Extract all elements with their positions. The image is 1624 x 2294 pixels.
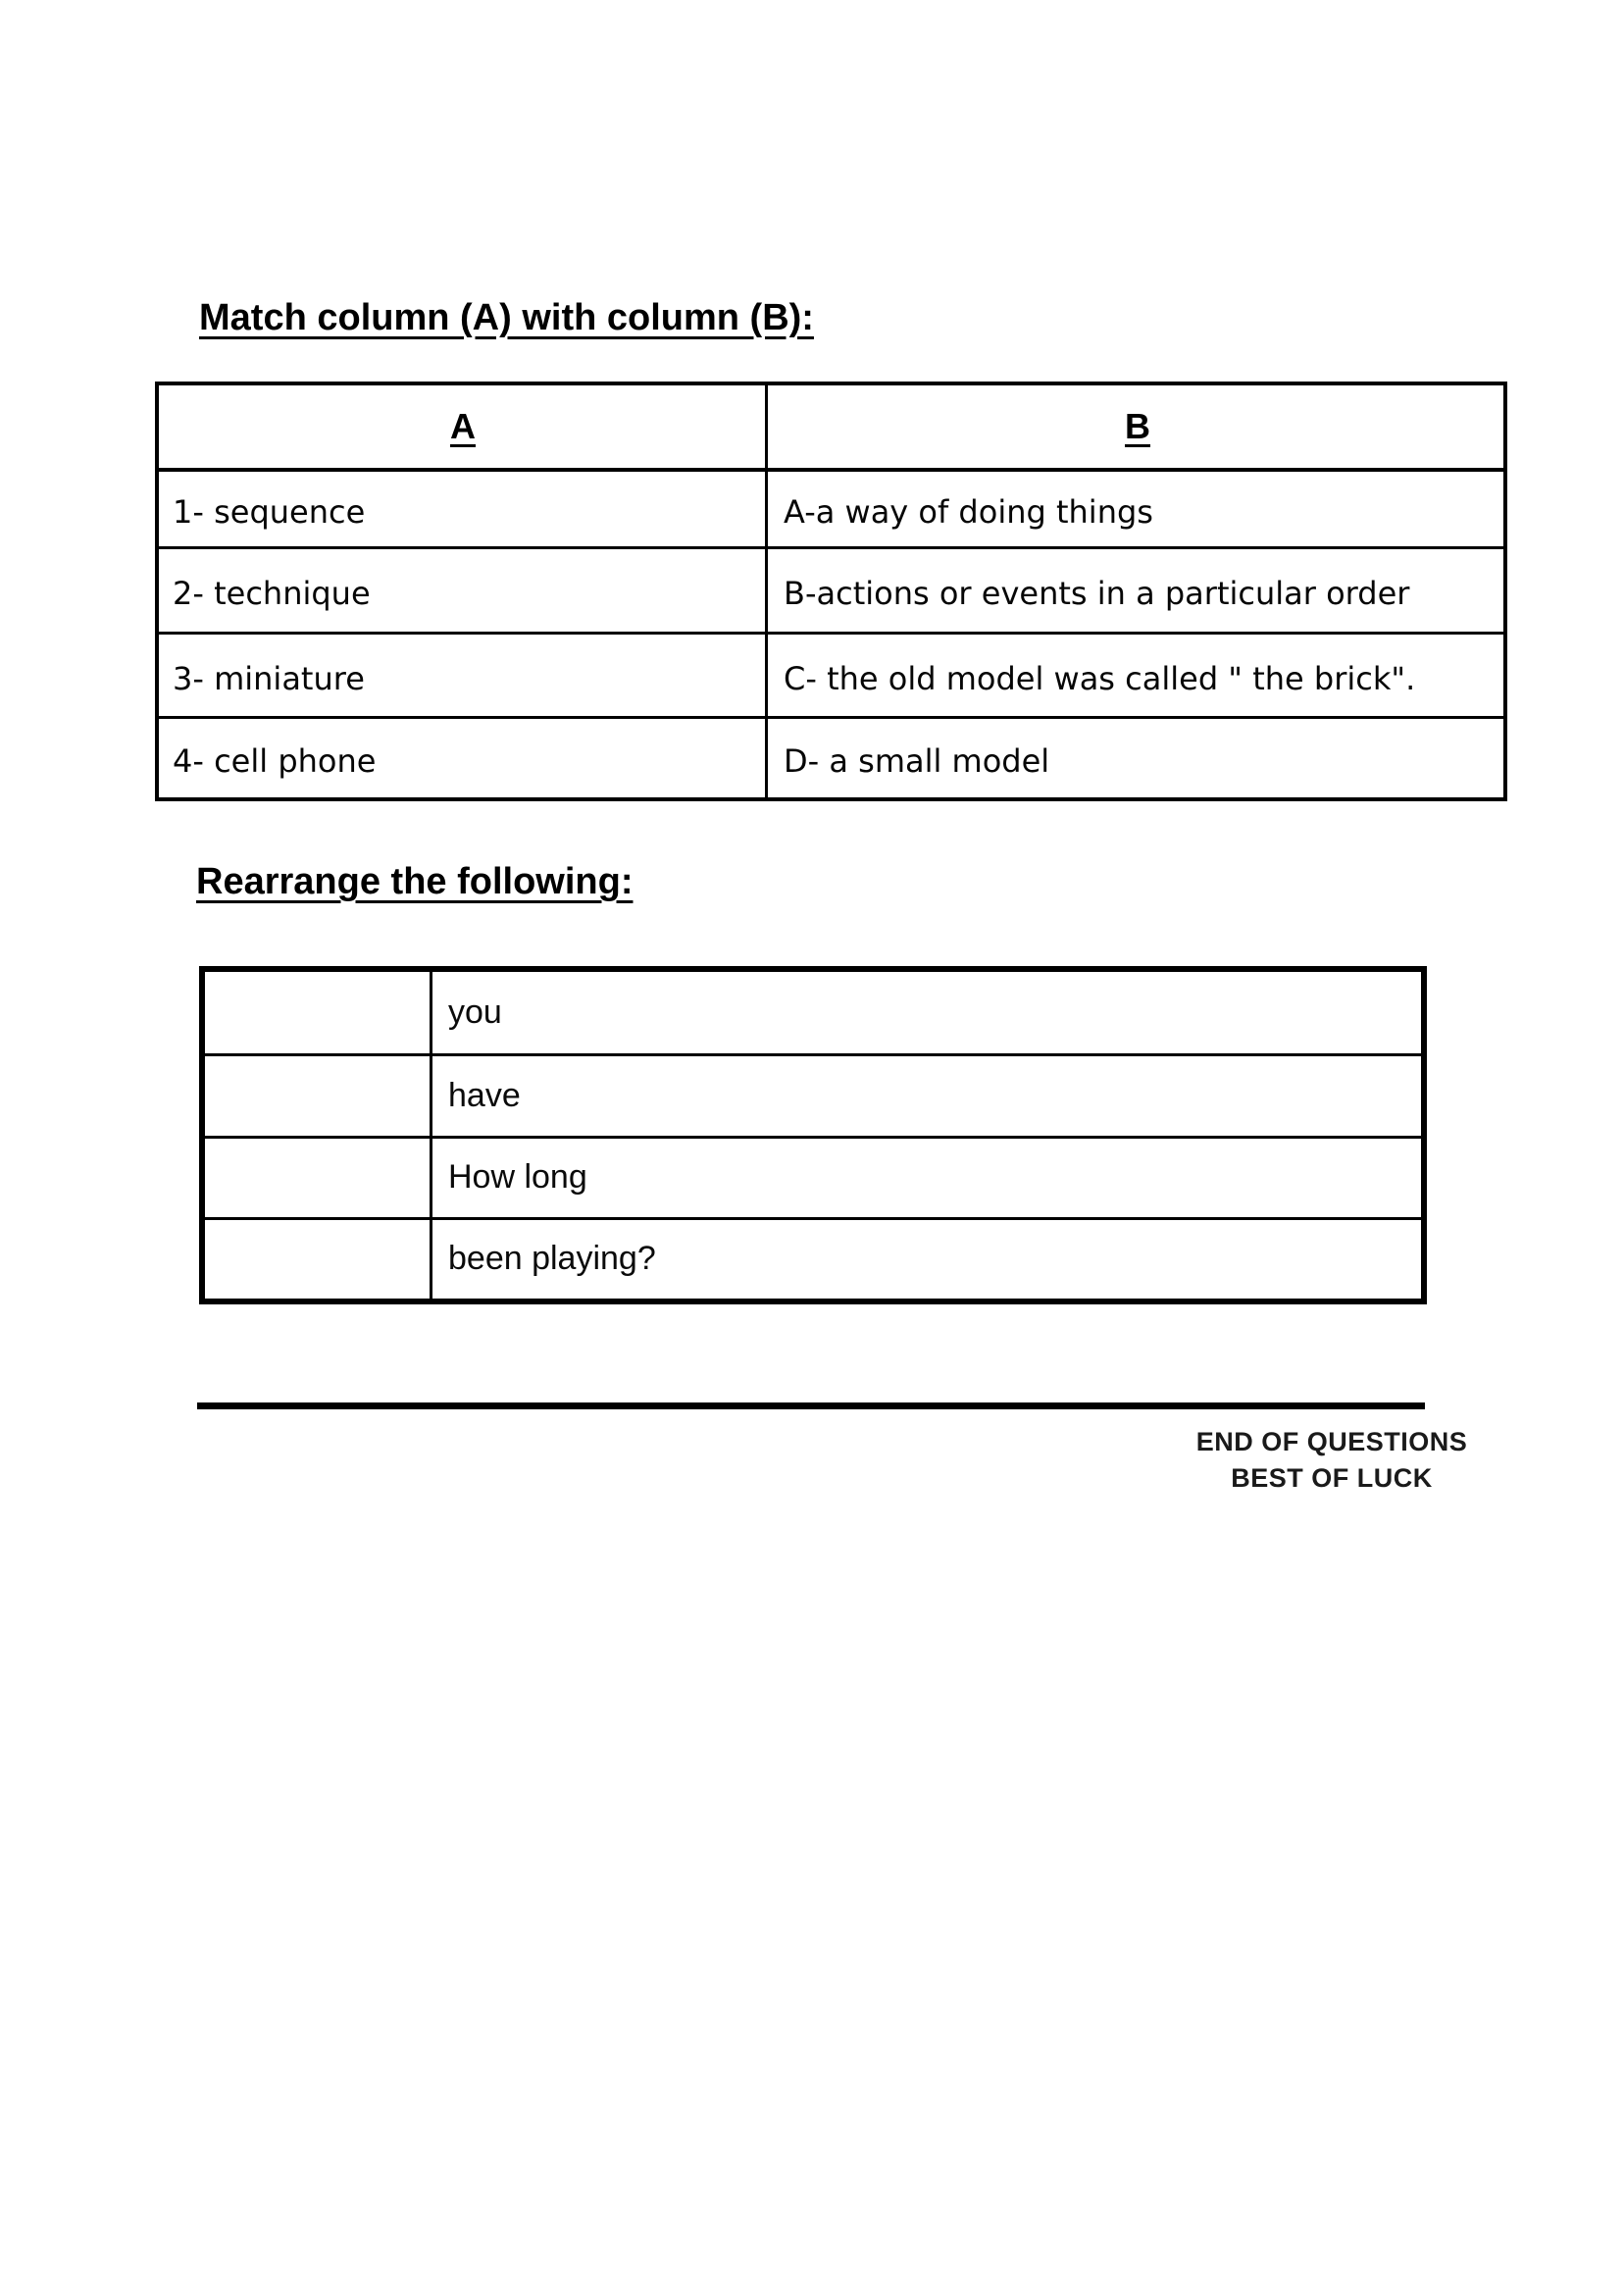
- rearrange-word-cell-2: have: [430, 1053, 1421, 1135]
- match-table-header-a-label: A: [450, 406, 476, 446]
- match-table-header-b-label: B: [1125, 406, 1150, 446]
- rearrange-number-cell-1: [205, 972, 430, 1053]
- match-table-header-a: [159, 385, 765, 468]
- footer-best-of-luck: BEST OF LUCK: [1231, 1463, 1433, 1493]
- rearrange-number-cell-2: [205, 1053, 430, 1135]
- match-cell-b-1: A-a way of doing things: [765, 468, 1503, 546]
- match-cell-b-4: D- a small model: [765, 716, 1503, 797]
- rearrange-word-cell-3: How long: [430, 1136, 1421, 1217]
- match-cell-a-4: 4- cell phone: [159, 716, 765, 797]
- match-table: [155, 382, 1507, 801]
- match-cell-b-3: C- the old model was called " the brick".: [765, 632, 1503, 716]
- match-cell-a-2: 2- technique: [159, 546, 765, 632]
- match-cell-a-3: 3- miniature: [159, 632, 765, 716]
- rearrange-table: [199, 966, 1427, 1304]
- rearrange-word-cell-1: you: [430, 972, 1421, 1053]
- rearrange-number-cell-4: [205, 1217, 430, 1299]
- rearrange-section-heading: Rearrange the following:: [196, 861, 634, 902]
- match-cell-a-1: 1- sequence: [159, 468, 765, 546]
- rearrange-word-cell-4: been playing?: [430, 1217, 1421, 1299]
- match-cell-b-2: B-actions or events in a particular order: [765, 546, 1503, 632]
- footer-block: [1155, 1424, 1508, 1497]
- footer-end-of-questions: END OF QUESTIONS: [1195, 1427, 1468, 1456]
- match-table-header-b: [765, 385, 1503, 468]
- match-section-heading: Match column (A) with column (B):: [199, 297, 814, 338]
- divider-line: [197, 1402, 1425, 1409]
- rearrange-number-cell-3: [205, 1136, 430, 1217]
